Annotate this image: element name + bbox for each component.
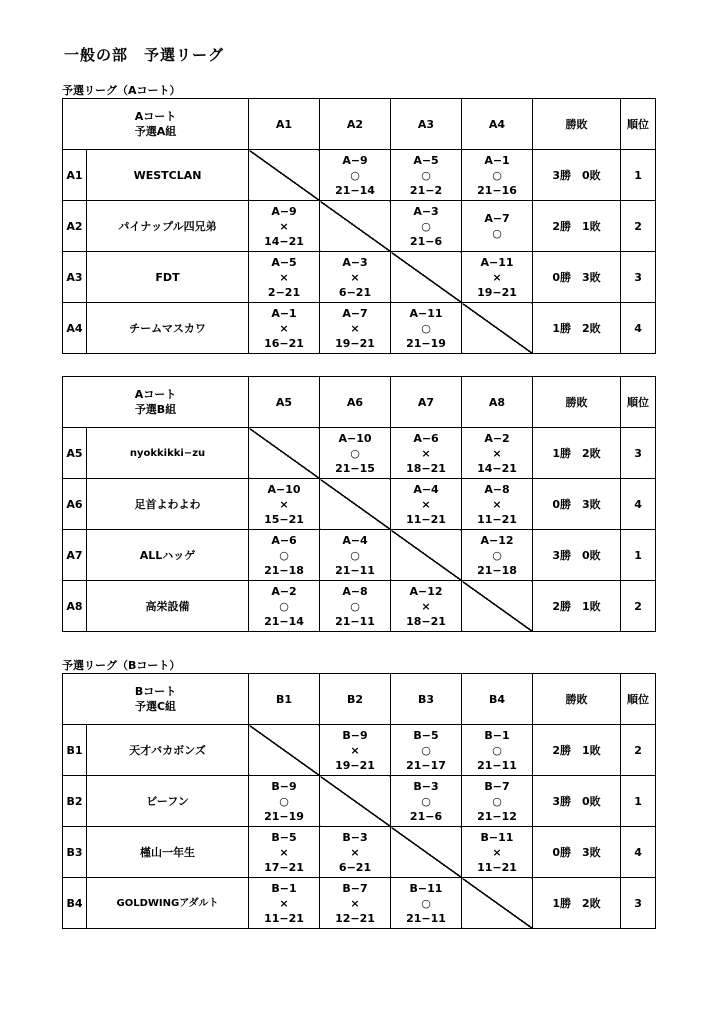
match-score: 18−21 [406, 614, 446, 628]
column-header: A3 [391, 99, 462, 150]
diagonal-cell [320, 776, 391, 827]
win-loss-record: 0勝 3敗 [533, 252, 621, 303]
court-label: Aコート [134, 110, 177, 123]
match-cell [462, 725, 533, 776]
match-id: A−3 [413, 204, 439, 218]
rank-value: 2 [621, 201, 656, 252]
match-score: 16−21 [264, 336, 304, 350]
match-score: 21−17 [406, 758, 446, 772]
match-id: A−1 [484, 153, 510, 167]
group-header [63, 377, 249, 428]
match-id: A−7 [342, 306, 368, 320]
match-result: ○ [350, 446, 360, 460]
match-score: 21−16 [477, 183, 517, 197]
win-loss-record: 3勝 0敗 [533, 776, 621, 827]
rank-value: 3 [621, 252, 656, 303]
match-id: B−9 [342, 728, 368, 742]
team-name: チームマスカワ [87, 303, 249, 354]
match-id: B−1 [271, 881, 297, 895]
rank-value: 3 [621, 428, 656, 479]
match-id: A−11 [409, 306, 443, 320]
match-result: ○ [350, 599, 360, 613]
diagonal-cell [391, 827, 462, 878]
rank-value: 1 [621, 776, 656, 827]
match-score: 21−11 [335, 563, 375, 577]
match-score: 19−21 [477, 285, 517, 299]
match-cell [391, 479, 462, 530]
match-cell [320, 428, 391, 479]
team-name: WESTCLAN [87, 150, 249, 201]
match-id: A−12 [480, 533, 514, 547]
match-result: × [492, 446, 502, 460]
match-cell [249, 581, 320, 632]
match-cell [320, 878, 391, 929]
team-name: ビーフン [87, 776, 249, 827]
match-score: 21−14 [264, 614, 304, 628]
match-score: 2−21 [267, 285, 301, 299]
match-score: 6−21 [338, 860, 372, 874]
match-cell [462, 150, 533, 201]
rank-value: 4 [621, 479, 656, 530]
match-score: 14−21 [477, 461, 517, 475]
record-header: 勝敗 [533, 377, 621, 428]
league-table-group-c [62, 673, 656, 929]
match-score: 18−21 [406, 461, 446, 475]
team-name: 天才バカボンズ [87, 725, 249, 776]
diagonal-cell [462, 878, 533, 929]
match-cell [320, 252, 391, 303]
team-id: A7 [63, 530, 87, 581]
match-result: ○ [421, 743, 431, 757]
match-score: 11−21 [477, 860, 517, 874]
match-cell [391, 303, 462, 354]
team-id: B1 [63, 725, 87, 776]
rank-value: 2 [621, 581, 656, 632]
match-result: × [279, 845, 289, 859]
match-result: × [279, 219, 289, 233]
column-header: A5 [249, 377, 320, 428]
win-loss-record: 0勝 3敗 [533, 827, 621, 878]
match-score: 17−21 [264, 860, 304, 874]
column-header: B3 [391, 674, 462, 725]
group-label: 予選A組 [134, 125, 177, 138]
match-cell [462, 201, 533, 252]
match-id: B−3 [413, 779, 439, 793]
diagonal-cell [320, 479, 391, 530]
match-cell [249, 479, 320, 530]
match-result: × [350, 845, 360, 859]
match-id: A−1 [271, 306, 297, 320]
match-id: A−7 [484, 212, 510, 225]
match-cell [462, 479, 533, 530]
team-row [63, 878, 656, 929]
match-score: 21−11 [477, 758, 517, 772]
match-result: ○ [492, 794, 502, 808]
match-cell [391, 581, 462, 632]
match-result: × [350, 270, 360, 284]
match-id: A−8 [342, 584, 368, 598]
match-id: A−9 [271, 204, 297, 218]
match-cell [462, 776, 533, 827]
match-id: A−11 [480, 255, 514, 269]
match-result: ○ [492, 168, 502, 182]
court-label: Aコート [134, 388, 177, 401]
match-score: 19−21 [335, 758, 375, 772]
team-row [63, 201, 656, 252]
match-result: ○ [421, 168, 431, 182]
team-id: A4 [63, 303, 87, 354]
match-cell [320, 150, 391, 201]
section-label-b-court: 予選リーグ（Bコート） [62, 659, 181, 672]
group-header [63, 674, 249, 725]
column-header: A2 [320, 99, 391, 150]
diagonal-cell [462, 303, 533, 354]
match-id: A−5 [413, 153, 439, 167]
rank-header: 順位 [621, 377, 656, 428]
group-label: 予選B組 [134, 403, 177, 416]
match-id: A−2 [484, 431, 510, 445]
match-id: B−5 [271, 830, 297, 844]
team-id: B3 [63, 827, 87, 878]
win-loss-record: 1勝 2敗 [533, 428, 621, 479]
rank-value: 2 [621, 725, 656, 776]
match-result: × [421, 599, 431, 613]
column-header: A4 [462, 99, 533, 150]
column-header: B2 [320, 674, 391, 725]
match-cell [320, 725, 391, 776]
record-header: 勝敗 [533, 99, 621, 150]
match-id: A−6 [271, 533, 297, 547]
match-score: 6−21 [338, 285, 372, 299]
match-score: 21−2 [409, 183, 443, 197]
match-result: × [279, 896, 289, 910]
match-id: B−11 [480, 830, 514, 844]
team-row [63, 252, 656, 303]
match-result: × [279, 497, 289, 511]
win-loss-record: 0勝 3敗 [533, 479, 621, 530]
match-cell [391, 776, 462, 827]
match-score: 21−14 [335, 183, 375, 197]
column-header: B4 [462, 674, 533, 725]
match-cell [249, 530, 320, 581]
match-cell [249, 878, 320, 929]
match-cell [391, 201, 462, 252]
match-id: A−10 [267, 482, 301, 496]
table-header-row [63, 377, 656, 428]
page-title: 一般の部 予選リーグ [64, 46, 225, 64]
match-result: × [492, 845, 502, 859]
match-id: A−3 [342, 255, 368, 269]
match-result: ○ [421, 896, 431, 910]
court-label: Bコート [134, 685, 177, 698]
team-name: ALLハッゲ [87, 530, 249, 581]
team-name: nyokkikki−zu [87, 428, 249, 479]
rank-value: 4 [621, 827, 656, 878]
match-cell [320, 581, 391, 632]
diagonal-cell [320, 201, 391, 252]
match-result: ○ [492, 227, 502, 240]
match-score: 21−18 [477, 563, 517, 577]
match-result: ○ [350, 168, 360, 182]
team-name: FDT [87, 252, 249, 303]
team-row [63, 776, 656, 827]
team-name: 高栄設備 [87, 581, 249, 632]
match-cell [320, 530, 391, 581]
match-result: ○ [279, 548, 289, 562]
match-id: B−3 [342, 830, 368, 844]
match-result: × [492, 497, 502, 511]
record-header: 勝敗 [533, 674, 621, 725]
team-row [63, 725, 656, 776]
win-loss-record: 2勝 1敗 [533, 201, 621, 252]
match-cell [462, 252, 533, 303]
match-score: 21−6 [409, 234, 443, 248]
match-score: 21−15 [335, 461, 375, 475]
match-result: × [421, 497, 431, 511]
match-id: B−7 [342, 881, 368, 895]
match-result: ○ [421, 321, 431, 335]
team-id: B4 [63, 878, 87, 929]
match-result: ○ [421, 219, 431, 233]
match-id: A−6 [413, 431, 439, 445]
column-header: A1 [249, 99, 320, 150]
rank-value: 3 [621, 878, 656, 929]
match-result: × [350, 743, 360, 757]
match-id: B−7 [484, 779, 510, 793]
match-id: B−1 [484, 728, 510, 742]
team-row [63, 530, 656, 581]
group-label: 予選C組 [134, 700, 177, 713]
win-loss-record: 3勝 0敗 [533, 530, 621, 581]
match-score: 21−19 [406, 336, 446, 350]
column-header: B1 [249, 674, 320, 725]
match-score: 21−6 [409, 809, 443, 823]
match-result: ○ [279, 794, 289, 808]
match-cell [462, 827, 533, 878]
team-row [63, 150, 656, 201]
team-id: A5 [63, 428, 87, 479]
match-result: ○ [350, 548, 360, 562]
win-loss-record: 2勝 1敗 [533, 581, 621, 632]
team-row [63, 581, 656, 632]
match-id: B−9 [271, 779, 297, 793]
rank-header: 順位 [621, 674, 656, 725]
match-id: A−10 [338, 431, 372, 445]
match-score: 21−19 [264, 809, 304, 823]
rank-value: 1 [621, 530, 656, 581]
match-id: A−9 [342, 153, 368, 167]
group-header [63, 99, 249, 150]
match-cell [249, 252, 320, 303]
match-result: ○ [279, 599, 289, 613]
diagonal-cell [249, 150, 320, 201]
rank-value: 1 [621, 150, 656, 201]
match-cell [249, 303, 320, 354]
match-result: × [421, 446, 431, 460]
match-id: A−12 [409, 584, 443, 598]
match-cell [249, 201, 320, 252]
match-id: A−8 [484, 482, 510, 496]
match-result: × [350, 321, 360, 335]
team-name: 槿山一年生 [87, 827, 249, 878]
team-id: A1 [63, 150, 87, 201]
table-header-row [63, 99, 656, 150]
match-id: B−11 [409, 881, 443, 895]
match-result: ○ [492, 548, 502, 562]
win-loss-record: 3勝 0敗 [533, 150, 621, 201]
column-header: A8 [462, 377, 533, 428]
match-score: 21−11 [406, 911, 446, 925]
match-cell [249, 776, 320, 827]
win-loss-record: 1勝 2敗 [533, 303, 621, 354]
match-id: B−5 [413, 728, 439, 742]
match-id: A−5 [271, 255, 297, 269]
match-result: ○ [421, 794, 431, 808]
team-id: B2 [63, 776, 87, 827]
rank-header: 順位 [621, 99, 656, 150]
match-result: ○ [492, 743, 502, 757]
match-score: 11−21 [477, 512, 517, 526]
team-id: A2 [63, 201, 87, 252]
match-result: × [350, 896, 360, 910]
match-score: 11−21 [264, 911, 304, 925]
team-name: パイナップル四兄弟 [87, 201, 249, 252]
diagonal-cell [391, 252, 462, 303]
win-loss-record: 1勝 2敗 [533, 878, 621, 929]
match-result: × [279, 321, 289, 335]
team-row [63, 479, 656, 530]
team-name: GOLDWINGアダルト [87, 878, 249, 929]
column-header: A6 [320, 377, 391, 428]
match-score: 21−18 [264, 563, 304, 577]
match-score: 21−11 [335, 614, 375, 628]
match-cell [391, 428, 462, 479]
rank-value: 4 [621, 303, 656, 354]
match-cell [320, 303, 391, 354]
match-score: 12−21 [335, 911, 375, 925]
match-cell [462, 530, 533, 581]
match-id: A−2 [271, 584, 297, 598]
match-cell [391, 150, 462, 201]
diagonal-cell [249, 725, 320, 776]
team-row [63, 303, 656, 354]
match-cell [391, 878, 462, 929]
team-id: A8 [63, 581, 87, 632]
league-table-group-a [62, 98, 656, 354]
column-header: A7 [391, 377, 462, 428]
match-score: 15−21 [264, 512, 304, 526]
league-table-group-b [62, 376, 656, 632]
match-score: 21−12 [477, 809, 517, 823]
match-cell [391, 725, 462, 776]
match-result: × [279, 270, 289, 284]
match-cell [249, 827, 320, 878]
table-header-row [63, 674, 656, 725]
match-id: A−4 [413, 482, 439, 496]
match-result: × [492, 270, 502, 284]
match-id: A−4 [342, 533, 368, 547]
match-score: 19−21 [335, 336, 375, 350]
team-id: A6 [63, 479, 87, 530]
team-row [63, 827, 656, 878]
diagonal-cell [249, 428, 320, 479]
diagonal-cell [462, 581, 533, 632]
match-cell [320, 827, 391, 878]
team-name: 足首よわよわ [87, 479, 249, 530]
match-score: 11−21 [406, 512, 446, 526]
match-score: 14−21 [264, 234, 304, 248]
diagonal-cell [391, 530, 462, 581]
team-id: A3 [63, 252, 87, 303]
match-cell [462, 428, 533, 479]
section-label-a-court: 予選リーグ（Aコート） [62, 84, 181, 97]
team-row [63, 428, 656, 479]
win-loss-record: 2勝 1敗 [533, 725, 621, 776]
